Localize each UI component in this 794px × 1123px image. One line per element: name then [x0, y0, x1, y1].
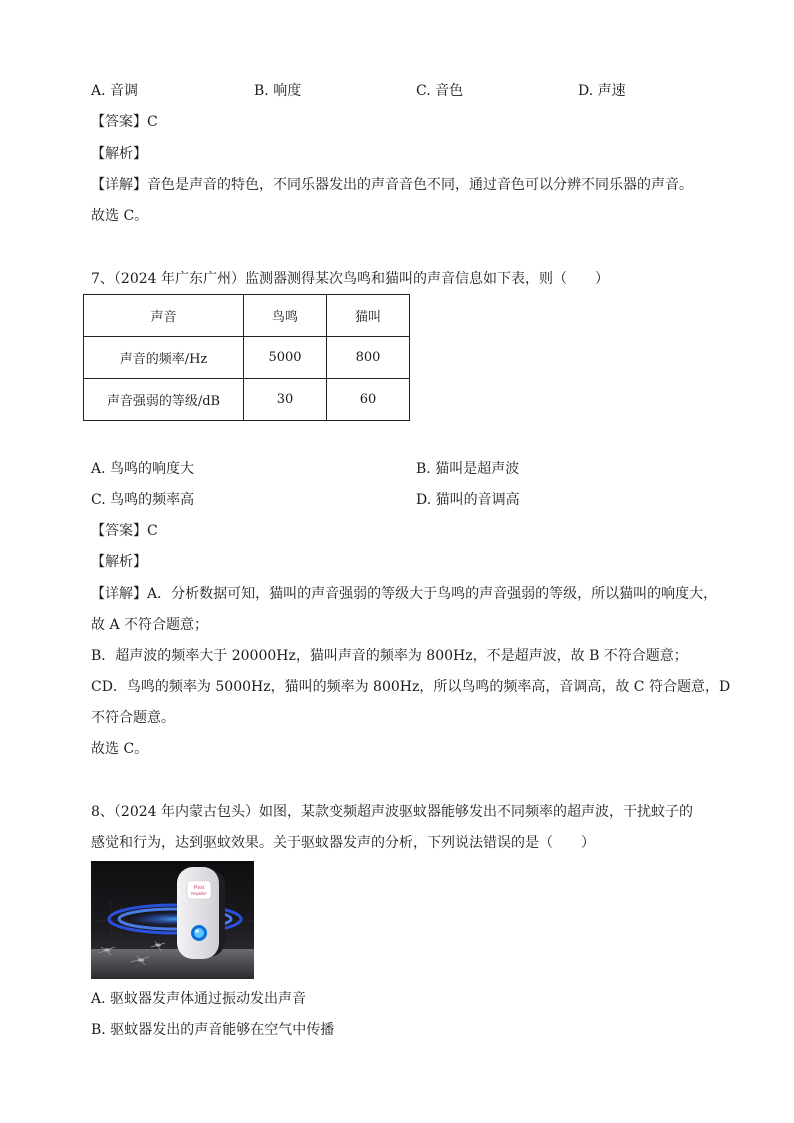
q6-analysis-label: 【解析】	[91, 146, 147, 162]
q8-stem-line: 8、（2024 年内蒙古包头）如图，某款变频超声波驱蚊器能够发出不同频率的超声波，干扰蚊子的	[91, 804, 693, 820]
device-label-repeller: Repeller	[191, 891, 207, 896]
q7-detail-line: 不符合题意。	[91, 710, 175, 726]
q6-answer: 【答案】C	[91, 114, 158, 130]
device-label-pest: Pest	[193, 885, 205, 891]
table-cell: 800	[327, 337, 410, 379]
q7-detail-line: 故 A 不符合题意；	[91, 617, 209, 633]
table-header-row	[84, 295, 410, 337]
table-cell: 30	[244, 379, 327, 421]
q7-sound-table	[83, 294, 410, 421]
table-cell: 60	[327, 379, 410, 421]
q6-option-a: A. 音调	[91, 83, 139, 99]
q6-detail: 【详解】音色是声音的特色，不同乐器发出的声音音色不同，通过音色可以分辨不同乐器的声音。	[91, 177, 693, 193]
table-cell: 声音的频率/Hz	[84, 337, 244, 379]
q7-detail-line: B．超声波的频率大于 20000Hz，猫叫声音的频率为 800Hz，不是超声波，故 B 不符合题意；	[91, 648, 688, 664]
table-header-cell: 声音	[84, 295, 244, 337]
q6-option-c: C. 音色	[416, 83, 464, 99]
q8-option-a: A. 驱蚊器发声体通过振动发出声音	[91, 991, 307, 1007]
q7-detail-line: CD．鸟鸣的频率为 5000Hz，猫叫的频率为 800Hz，所以鸟鸣的频率高，音调高，故 C 符合题意，D	[91, 679, 731, 695]
table-cell: 声音强弱的等级/dB	[84, 379, 244, 421]
q7-stem: 7、（2024 年广东广州）监测器测得某次鸟鸣和猫叫的声音信息如下表，则（ ）	[91, 271, 609, 287]
table-row	[84, 337, 410, 379]
q7-option-d: D. 猫叫的音调高	[416, 492, 520, 508]
q7-option-c: C. 鸟鸣的频率高	[91, 492, 195, 508]
q6-conclusion: 故选 C。	[91, 208, 149, 224]
q7-option-b: B. 猫叫是超声波	[416, 461, 520, 477]
q8-stem-line: 感觉和行为，达到驱蚊效果。关于驱蚊器发声的分析，下列说法错误的是（ ）	[91, 835, 595, 851]
q6-option-b: B. 响度	[254, 83, 302, 99]
q6-option-d: D. 声速	[578, 83, 626, 99]
q7-analysis-label: 【解析】	[91, 554, 147, 570]
q7-detail-line: 【详解】A．分析数据可知，猫叫的声音强弱的等级大于鸟鸣的声音强弱的等级，所以猫叫的响度大，	[91, 586, 718, 602]
table-header-cell: 鸟鸣	[244, 295, 327, 337]
q7-conclusion: 故选 C。	[91, 741, 149, 757]
q8-option-b: B. 驱蚊器发出的声音能够在空气中传播	[91, 1022, 335, 1038]
q7-answer: 【答案】C	[91, 523, 158, 539]
mosquito-repeller-photo	[91, 861, 254, 979]
table-header-cell: 猫叫	[327, 295, 410, 337]
pest-repeller-illustration	[91, 861, 254, 979]
table-cell: 5000	[244, 337, 327, 379]
table-row	[84, 379, 410, 421]
q7-option-a: A. 鸟鸣的响度大	[91, 461, 195, 477]
